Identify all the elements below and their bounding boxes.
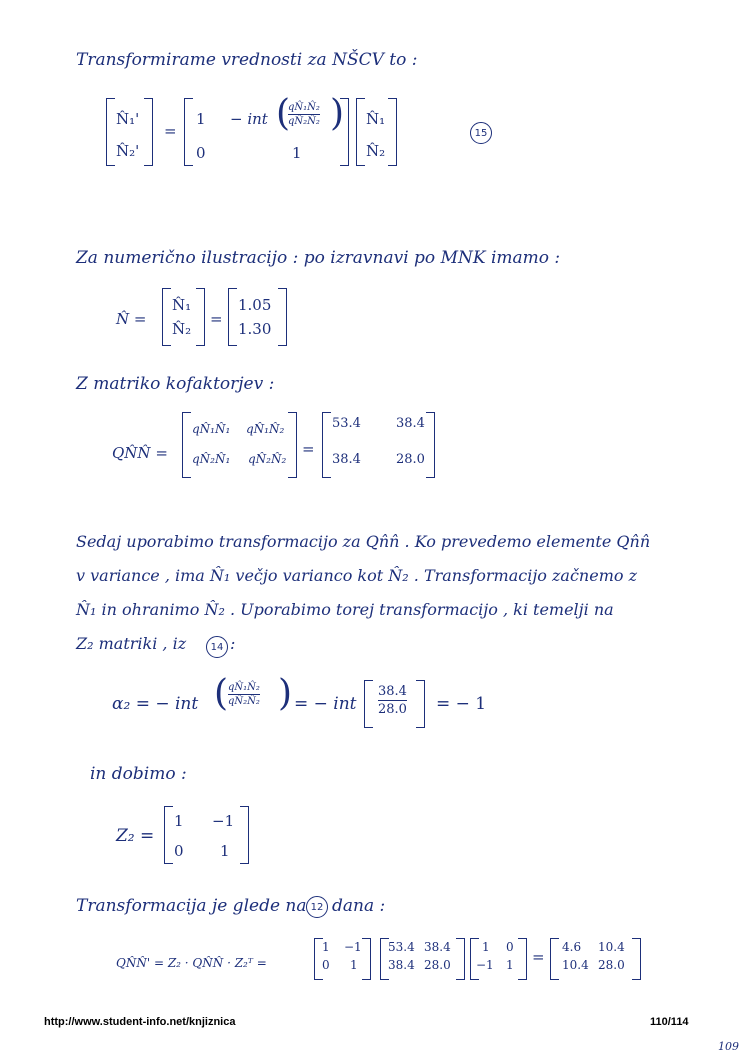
equation-result: = − 1 [436, 694, 487, 714]
paren: ( [214, 673, 229, 714]
paren: ) [330, 93, 345, 134]
bracket [388, 98, 397, 166]
matrix-cell: 28.0 [396, 452, 425, 467]
matrix-cell: 1 [350, 958, 358, 972]
bracket [322, 412, 331, 478]
text-line-2: Za numerično ilustracijo : po izravnavi po MNK imamo : [76, 248, 561, 268]
equation-lhs: α₂ = − int [112, 694, 199, 714]
matrix-cell: N̂₂' [116, 142, 140, 160]
fraction-bar [228, 694, 260, 695]
matrix-cell: 53.4 [332, 416, 361, 431]
matrix-cell: 0 [322, 958, 330, 972]
matrix-cell: 1 [506, 958, 514, 972]
matrix-cell: 53.4 [388, 940, 415, 954]
fraction-denominator: 28.0 [378, 702, 407, 717]
bracket [416, 680, 425, 728]
text-line-8: in dobimo : [90, 764, 187, 784]
equation-reference-12: 12 [306, 896, 328, 918]
fraction [378, 684, 407, 717]
fraction [228, 682, 260, 707]
matrix-cell: 0 [506, 940, 514, 954]
fraction-denominator: qN̂₂N̂₂ [288, 116, 320, 127]
matrix-cell: 38.4 [424, 940, 451, 954]
fraction-numerator: qN̂₁N̂₂ [228, 682, 260, 693]
fraction-numerator: qN̂₁N̂₂ [288, 102, 320, 113]
fraction-numerator: 38.4 [378, 684, 407, 699]
bracket [106, 98, 115, 166]
equation-lhs: QN̂N̂' = Z₂ · QN̂N̂ · Z₂ᵀ = [116, 956, 267, 970]
matrix-cell: 38.4 [388, 958, 415, 972]
paren: ( [276, 93, 291, 134]
fraction [288, 102, 320, 127]
matrix-cell: N̂₁ [366, 110, 386, 128]
bracket [632, 938, 641, 980]
matrix-cell: 0 [196, 144, 206, 162]
text-line-1: Transformirame vrednosti za NŠCV to : [76, 50, 418, 70]
bracket [518, 938, 527, 980]
bracket [184, 98, 193, 166]
bracket [164, 806, 173, 864]
matrix-cell: qN̂₁N̂₁ [192, 422, 231, 436]
matrix-cell: 10.4 [598, 940, 625, 954]
matrix-cell: 28.0 [598, 958, 625, 972]
fraction-denominator: qN̂₂N̂₂ [228, 696, 260, 707]
equation-middle: = − int [294, 694, 357, 714]
bracket [362, 938, 371, 980]
bracket [182, 412, 191, 478]
footer-page-number: 110/114 [650, 1016, 689, 1028]
matrix-cell: 1 [220, 842, 230, 860]
bracket [364, 680, 373, 728]
matrix-cell: qN̂₂N̂₂ [248, 452, 287, 466]
bracket [196, 288, 205, 346]
equals-sign: = [302, 440, 315, 458]
matrix-cell: 1 [482, 940, 490, 954]
equation-lhs: N̂ = [116, 310, 147, 328]
fraction-bar [288, 114, 320, 115]
bracket [278, 288, 287, 346]
text-line-9: Transformacija je glede na [76, 896, 307, 916]
text-line-7: Z₂ matriki , iz [76, 634, 187, 653]
matrix-cell: N̂₂ [172, 320, 192, 338]
matrix-cell: N̂₁ [172, 296, 192, 314]
bracket [144, 98, 153, 166]
matrix-cell: 4.6 [562, 940, 582, 954]
matrix-cell: qN̂₁N̂₂ [246, 422, 285, 436]
matrix-cell: 1 [322, 940, 330, 954]
matrix-cell: 38.4 [332, 452, 361, 467]
margin-page-number: 109 [718, 1040, 739, 1053]
matrix-cell: 0 [174, 842, 184, 860]
equation-reference-14: 14 [206, 636, 228, 658]
bracket [340, 98, 349, 166]
matrix-cell: 10.4 [562, 958, 589, 972]
matrix-cell: −1 [476, 958, 494, 972]
bracket [228, 288, 237, 346]
bracket [550, 938, 559, 980]
matrix-cell: N̂₂ [366, 142, 386, 160]
text-line-9b: dana : [332, 896, 386, 916]
colon: : [230, 634, 236, 653]
matrix-cell: 1.30 [238, 320, 272, 338]
bracket [288, 412, 297, 478]
bracket [456, 938, 465, 980]
matrix-cell: −1 [344, 940, 362, 954]
matrix-cell: 1 [292, 144, 302, 162]
paren: ) [278, 673, 293, 714]
fraction-bar [378, 700, 407, 701]
footer-url: http://www.student-info.net/knjiznica [44, 1016, 236, 1028]
equation-lhs: QN̂N̂ = [112, 444, 168, 462]
equals-sign: = [210, 310, 223, 328]
bracket [162, 288, 171, 346]
matrix-cell: N̂₁' [116, 110, 140, 128]
matrix-cell: 1 [196, 110, 206, 128]
equation-number-15: 15 [470, 122, 492, 144]
text-line-6: N̂₁ in ohranimo N̂₂ . Uporabimo torej transformacijo , ki temelji na [76, 600, 614, 619]
matrix-cell: 28.0 [424, 958, 451, 972]
matrix-cell: 1 [174, 812, 184, 830]
matrix-cell: − int [230, 110, 268, 128]
text-line-4: Sedaj uporabimo transformacijo za Qn̂n̂ . Ko prevedemo elemente Qn̂n̂ [76, 532, 651, 551]
text-line-3: Z matriko kofaktorjev : [76, 374, 275, 394]
equals-sign: = [164, 122, 177, 140]
bracket [426, 412, 435, 478]
matrix-cell: −1 [212, 812, 235, 830]
bracket [240, 806, 249, 864]
matrix-cell: 1.05 [238, 296, 272, 314]
bracket [356, 98, 365, 166]
text-line-5: v variance , ima N̂₁ večjo varianco kot N̂₂ . Transformacijo začnemo z [76, 566, 638, 585]
equation-lhs: Z₂ = [116, 826, 155, 846]
matrix-cell: qN̂₂N̂₁ [192, 452, 231, 466]
equals-sign: = [532, 948, 545, 966]
matrix-cell: 38.4 [396, 416, 425, 431]
